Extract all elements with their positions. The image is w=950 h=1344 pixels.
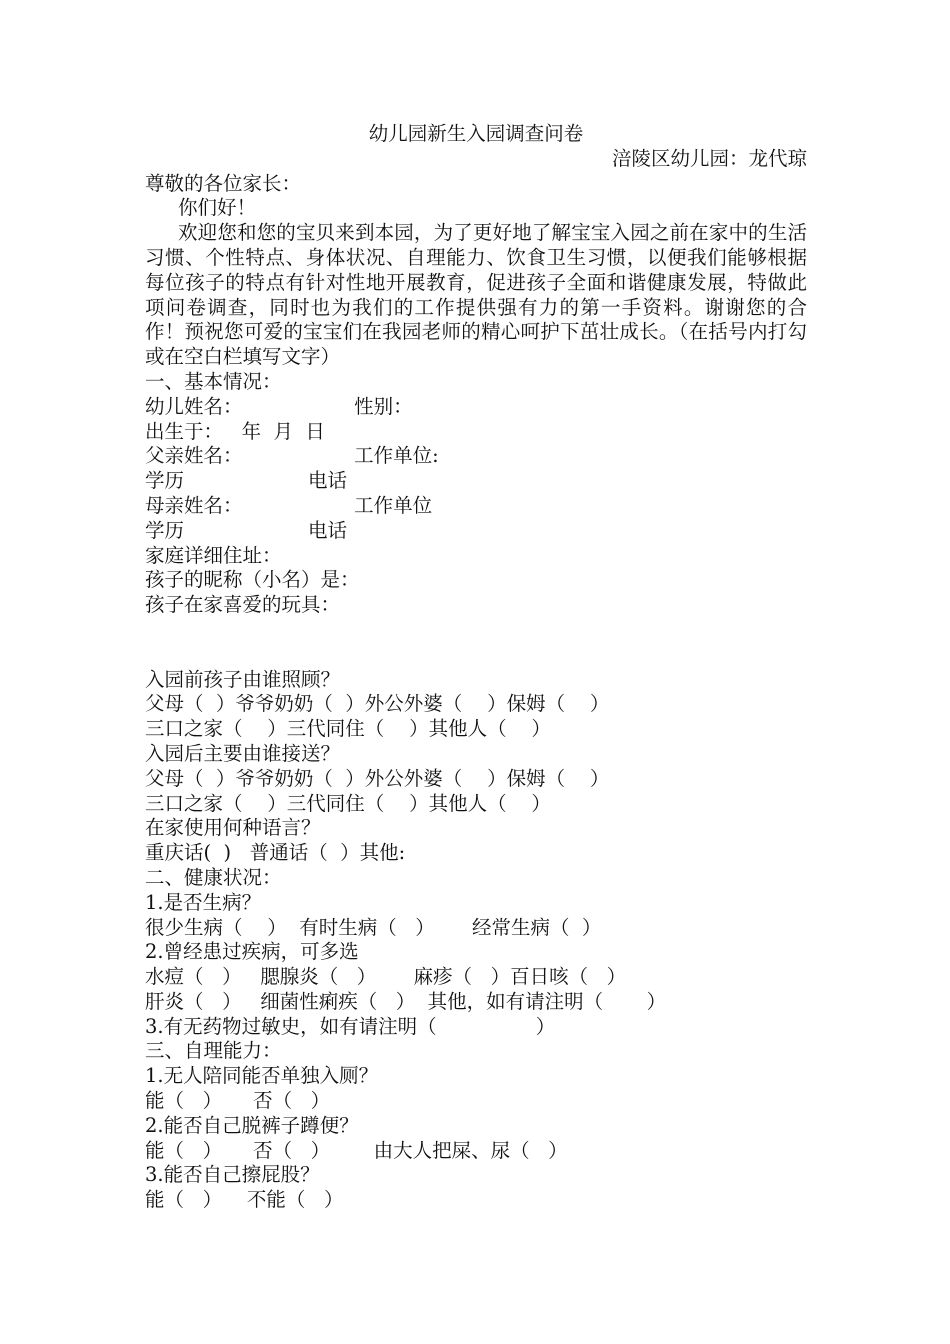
intro-paragraph: 欢迎您和您的宝贝来到本园，为了更好地了解宝宝入园之前在家中的生活习惯、个性特点、身体状况、自理能力、饮食卫生习惯，以便我们能够根据每位孩子的特点有针对性地开展教育，促进孩子全面和谐健康发展，特做此项问卷调查，同时也为我们的工作提供强有力的第一手资料。谢谢您的合作！预祝您可爱的宝宝们在我园老师的精心呵护下茁壮成长。（在括号内打勾或在空白栏填写文字） (145, 221, 807, 369)
caregiver-options-1: 父母（ ）爷爷奶奶（ ）外公外婆（ ）保姆（ ） (145, 692, 610, 716)
nickname-field: 孩子的昵称（小名）是： (145, 568, 360, 592)
wipe-options: 能（ ） 不能（ ） (145, 1188, 344, 1212)
toilet-question: 1.无人陪同能否单独入厕？ (145, 1064, 379, 1088)
toys-field: 孩子在家喜爱的玩具： (145, 593, 341, 617)
allergy-question: 3.有无药物过敏史，如有请注明（ ） (145, 1014, 556, 1038)
illness-question: 1.是否生病？ (145, 890, 262, 914)
section1-heading: 一、基本情况： (145, 369, 282, 393)
illness-options: 很少生病（ ） 有时生病（ ） 经常生病（ ） (145, 915, 602, 939)
father-education-phone-field: 学历 电话 (145, 469, 347, 493)
address-field: 家庭详细住址： (145, 543, 282, 567)
disease-options-2: 肝炎（ ） 细菌性痢疾（ ） 其他，如有请注明（ ） (145, 989, 667, 1013)
pickup-options-2: 三口之家（ ）三代同住（ ）其他人（ ） (145, 791, 551, 815)
greeting: 你们好！ (178, 196, 257, 220)
blank-space (145, 618, 807, 668)
pickup-options-1: 父母（ ）爷爷奶奶（ ）外公外婆（ ）保姆（ ） (145, 766, 610, 790)
pickup-question: 入园后主要由谁接送？ (145, 741, 341, 765)
father-name-field: 父亲姓名： 工作单位: (145, 444, 439, 468)
birth-date-field: 出生于： 年 月 日 (145, 419, 325, 443)
undress-question: 2.能否自己脱裤子蹲便？ (145, 1113, 359, 1137)
toilet-options: 能（ ） 否（ ） (145, 1089, 331, 1113)
section2-heading: 二、健康状况： (145, 865, 282, 889)
language-question: 在家使用何种语言？ (145, 816, 321, 840)
salutation: 尊敬的各位家长： (145, 171, 302, 195)
caregiver-options-2: 三口之家（ ）三代同住（ ）其他人（ ） (145, 717, 551, 741)
document-title: 幼儿园新生入园调查问卷 (368, 122, 584, 145)
author-line: 涪陵区幼儿园：龙代琼 (611, 146, 807, 170)
caregiver-question: 入园前孩子由谁照顾？ (145, 667, 341, 691)
language-options: 重庆话( ) 普通话（ ）其他: (145, 841, 406, 865)
undress-options: 能（ ） 否（ ） 由大人把屎、尿（ ） (145, 1138, 568, 1162)
mother-education-phone-field: 学历 电话 (145, 518, 347, 542)
disease-history-question: 2.曾经患过疾病，可多选 (145, 940, 359, 964)
child-name-gender-field: 幼儿姓名： 性别： (145, 394, 413, 418)
mother-name-field: 母亲姓名： 工作单位 (145, 493, 433, 517)
section3-heading: 三、自理能力： (145, 1039, 282, 1063)
questionnaire-page (145, 122, 807, 1213)
disease-options-1: 水痘（ ） 腮腺炎（ ） 麻疹（ ）百日咳（ ） (145, 965, 627, 989)
wipe-question: 3.能否自己擦屁股？ (145, 1163, 320, 1187)
